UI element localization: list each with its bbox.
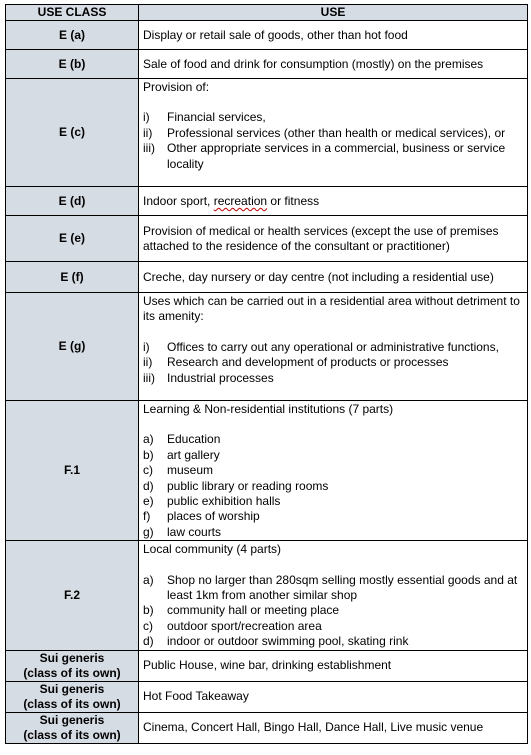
list-marker: iii)	[143, 370, 155, 385]
list-marker: c)	[143, 463, 153, 478]
use-cell: Public House, wine bar, drinking establishment	[139, 650, 528, 681]
table-row	[6, 712, 528, 743]
use-class-name: Sui generis	[39, 650, 105, 665]
list-text: Education	[167, 432, 221, 447]
use-class-cell: F.2	[6, 541, 139, 650]
list-marker: c)	[143, 618, 153, 633]
table-row	[6, 216, 528, 262]
list-item	[143, 432, 523, 447]
list-marker: a)	[143, 432, 154, 447]
list-item	[143, 479, 523, 494]
table-row	[6, 541, 528, 650]
list-marker: f)	[143, 509, 151, 524]
list-item	[143, 634, 523, 649]
list-text: Industrial processes	[167, 370, 274, 385]
use-intro: Uses which can be carried out in a residential area without detriment to its amenity:	[143, 294, 520, 324]
use-class-cell: E (g)	[6, 293, 139, 401]
list-text: law courts	[167, 524, 222, 539]
use-cell: Hot Food Takeaway	[139, 681, 528, 712]
table-row	[6, 262, 528, 293]
use-class-note: (class of its own)	[23, 727, 121, 742]
list-text: indoor or outdoor swimming pool, skating rink	[167, 634, 409, 649]
use-cell	[139, 187, 528, 216]
list-text: museum	[167, 463, 214, 478]
use-class-cell: E (a)	[6, 21, 139, 50]
table-row	[6, 681, 528, 712]
list-item	[143, 463, 523, 478]
list-text: art gallery	[167, 447, 220, 462]
list-marker: a)	[143, 572, 154, 587]
use-class-name: Sui generis	[39, 712, 105, 727]
use-text-end: or fitness	[267, 193, 320, 208]
list-marker: d)	[143, 478, 154, 493]
list-marker: iii)	[143, 141, 155, 156]
use-class-cell: F.1	[6, 401, 139, 541]
list-text: public library or reading rooms	[167, 478, 329, 493]
use-class-name: Sui generis	[39, 681, 105, 696]
list-marker: b)	[143, 447, 154, 462]
use-cell: Provision of medical or health services (except the use of premises attached to the residence of the consultant or practitioner)	[139, 216, 528, 262]
list-marker: d)	[143, 634, 154, 649]
list-text: Professional services (other than health or medical services), or	[167, 125, 506, 140]
list-text: public exhibition halls	[167, 494, 281, 509]
use-class-table-container	[5, 4, 527, 744]
spellcheck-underlined-word: recreation	[213, 193, 268, 208]
list-text: Other appropriate services in a commercial, business or service locality	[167, 141, 506, 171]
list-text: community hall or meeting place	[167, 603, 340, 618]
table-row	[6, 50, 528, 79]
use-class-table	[5, 4, 528, 744]
list-text: Research and development of products or processes	[167, 355, 449, 370]
list-item	[143, 110, 523, 125]
table-row	[6, 293, 528, 401]
list-item	[143, 525, 523, 540]
use-class-cell	[6, 681, 139, 712]
use-class-cell: E (e)	[6, 216, 139, 262]
use-class-cell: E (c)	[6, 79, 139, 187]
list-item	[143, 355, 523, 370]
list-item	[143, 494, 523, 509]
header-use: USE	[139, 5, 528, 21]
list-item	[143, 603, 523, 618]
use-cell: Creche, day nursery or day centre (not including a residential use)	[139, 262, 528, 293]
list-item	[143, 448, 523, 463]
header-row	[6, 5, 528, 21]
list-item	[143, 619, 523, 634]
list-marker: i)	[143, 110, 150, 125]
use-text-start: Indoor sport,	[143, 193, 214, 208]
use-class-cell: E (d)	[6, 187, 139, 216]
list-marker: i)	[143, 339, 150, 354]
list-text: Offices to carry out any operational or administrative functions,	[167, 339, 499, 354]
list-marker: ii)	[143, 355, 153, 370]
list-item	[143, 509, 523, 524]
use-cell: Sale of food and drink for consumption (mostly) on the premises	[139, 50, 528, 79]
list-marker: ii)	[143, 125, 153, 140]
use-cell: Cinema, Concert Hall, Bingo Hall, Dance Hall, Live music venue	[139, 712, 528, 743]
list-text: Financial services,	[167, 110, 266, 125]
table-row	[6, 401, 528, 541]
use-class-cell	[6, 650, 139, 681]
list-item	[143, 141, 523, 172]
list-item	[143, 340, 523, 355]
use-class-cell	[6, 712, 139, 743]
use-intro: Local community (4 parts)	[143, 542, 282, 557]
list-marker: b)	[143, 603, 154, 618]
use-intro: Learning & Non-residential institutions (7 parts)	[143, 402, 394, 416]
list-text: places of worship	[167, 509, 260, 524]
list-text: outdoor sport/recreation area	[167, 618, 322, 633]
table-row	[6, 21, 528, 50]
use-cell	[139, 401, 528, 541]
list-item	[143, 126, 523, 141]
header-use-class: USE CLASS	[6, 5, 139, 21]
list-marker: e)	[143, 494, 154, 509]
table-row	[6, 79, 528, 187]
use-class-cell: E (f)	[6, 262, 139, 293]
use-cell	[139, 79, 528, 187]
list-item	[143, 573, 523, 604]
table-row	[6, 650, 528, 681]
list-item	[143, 371, 523, 386]
use-intro: Provision of:	[143, 80, 210, 94]
list-marker: g)	[143, 524, 154, 539]
list-text: Shop no larger than 280sqm selling mostly essential goods and at least 1km from another similar shop	[167, 572, 518, 603]
use-cell	[139, 293, 528, 401]
use-class-cell: E (b)	[6, 50, 139, 79]
use-cell	[139, 541, 528, 650]
use-cell: Display or retail sale of goods, other than hot food	[139, 21, 528, 50]
use-class-note: (class of its own)	[23, 665, 121, 680]
table-row	[6, 187, 528, 216]
use-class-note: (class of its own)	[23, 696, 121, 711]
